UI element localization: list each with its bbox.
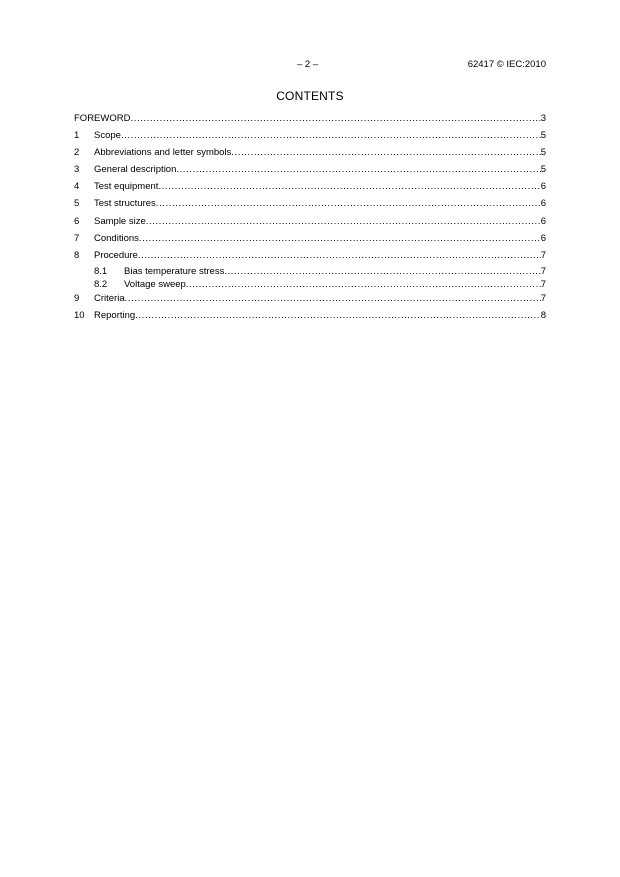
toc-entry-label: FOREWORD: [74, 113, 131, 124]
toc-entry-label: Criteria: [94, 292, 125, 304]
toc-entry-label: Bias temperature stress: [124, 265, 225, 277]
page-number: – 2 –: [297, 59, 319, 70]
toc-leader-dots: [135, 310, 541, 322]
toc-entry-page: 7: [540, 265, 546, 277]
toc-subentry-bias-temperature-stress[interactable]: [74, 266, 546, 278]
toc-leader-dots: [158, 181, 540, 193]
toc-entry-label: Test equipment: [94, 181, 159, 193]
toc-entry-label: General description: [94, 164, 177, 176]
toc-leader-dots: [156, 198, 541, 210]
toc-entry-number: 9: [74, 292, 80, 304]
toc-entry-page: 6: [540, 181, 546, 193]
toc-leader-dots: [125, 293, 541, 305]
toc-entry-label: Conditions: [94, 232, 139, 244]
toc-entry-label: Abbreviations and letter symbols: [94, 147, 232, 159]
document-reference: 62417 © IEC:2010: [467, 59, 546, 70]
page-header: [0, 59, 620, 73]
toc-entry-label: Test structures: [94, 198, 156, 210]
toc-leader-dots: [231, 147, 540, 159]
toc-leader-dots: [186, 279, 541, 291]
toc-entry-number: 7: [74, 232, 80, 244]
page-title: CONTENTS: [276, 89, 344, 103]
toc-entry-test-equipment[interactable]: [74, 181, 546, 193]
toc-entry-procedure[interactable]: [74, 250, 546, 262]
toc-entry-number: 8: [74, 249, 80, 261]
toc-leader-dots: [130, 113, 540, 125]
toc-entry-page: 7: [540, 292, 546, 304]
toc-entry-number: 8.1: [94, 265, 108, 277]
toc-subentry-voltage-sweep[interactable]: [74, 279, 546, 291]
toc-leader-dots: [224, 266, 540, 278]
toc-entry-criteria[interactable]: [74, 293, 546, 305]
toc-entry-test-structures[interactable]: [74, 198, 546, 210]
toc-entry-label: Voltage sweep: [124, 279, 186, 291]
toc-entry-label: Reporting: [94, 309, 136, 321]
toc-entry-number: 2: [74, 147, 80, 159]
toc-leader-dots: [121, 130, 541, 142]
toc-entry-label: Sample size: [94, 215, 146, 227]
toc-entry-scope[interactable]: [74, 130, 546, 142]
toc-entry-number: 4: [74, 181, 80, 193]
toc-entry-page: 3: [540, 113, 546, 124]
toc-entry-page: 5: [540, 130, 546, 142]
toc-entry-number: 8.2: [94, 279, 108, 291]
toc-entry-abbreviations[interactable]: [74, 147, 546, 159]
toc-entry-page: 6: [540, 215, 546, 227]
toc-entry-label: Scope: [94, 130, 121, 142]
toc-entry-foreword[interactable]: [74, 113, 546, 125]
toc-entry-label: Procedure: [94, 249, 138, 261]
toc-entry-sample-size[interactable]: [74, 216, 546, 228]
toc-leader-dots: [176, 164, 540, 176]
toc-leader-dots: [139, 233, 541, 245]
toc-entry-number: 3: [74, 164, 80, 176]
toc-entry-page: 8: [540, 309, 546, 321]
toc-entry-page: 5: [540, 147, 546, 159]
toc-entry-page: 7: [540, 249, 546, 261]
toc-entry-number: 5: [74, 198, 80, 210]
toc-entry-page: 6: [540, 232, 546, 244]
toc-entry-page: 5: [540, 164, 546, 176]
table-of-contents: [74, 113, 546, 327]
toc-entry-page: 7: [540, 279, 546, 291]
toc-leader-dots: [146, 216, 541, 228]
toc-entry-reporting[interactable]: [74, 310, 546, 322]
toc-entry-conditions[interactable]: [74, 233, 546, 245]
toc-entry-general-description[interactable]: [74, 164, 546, 176]
toc-leader-dots: [138, 250, 541, 262]
toc-entry-number: 1: [74, 130, 80, 142]
toc-entry-number: 10: [74, 309, 85, 321]
toc-entry-number: 6: [74, 215, 80, 227]
toc-entry-page: 6: [540, 198, 546, 210]
